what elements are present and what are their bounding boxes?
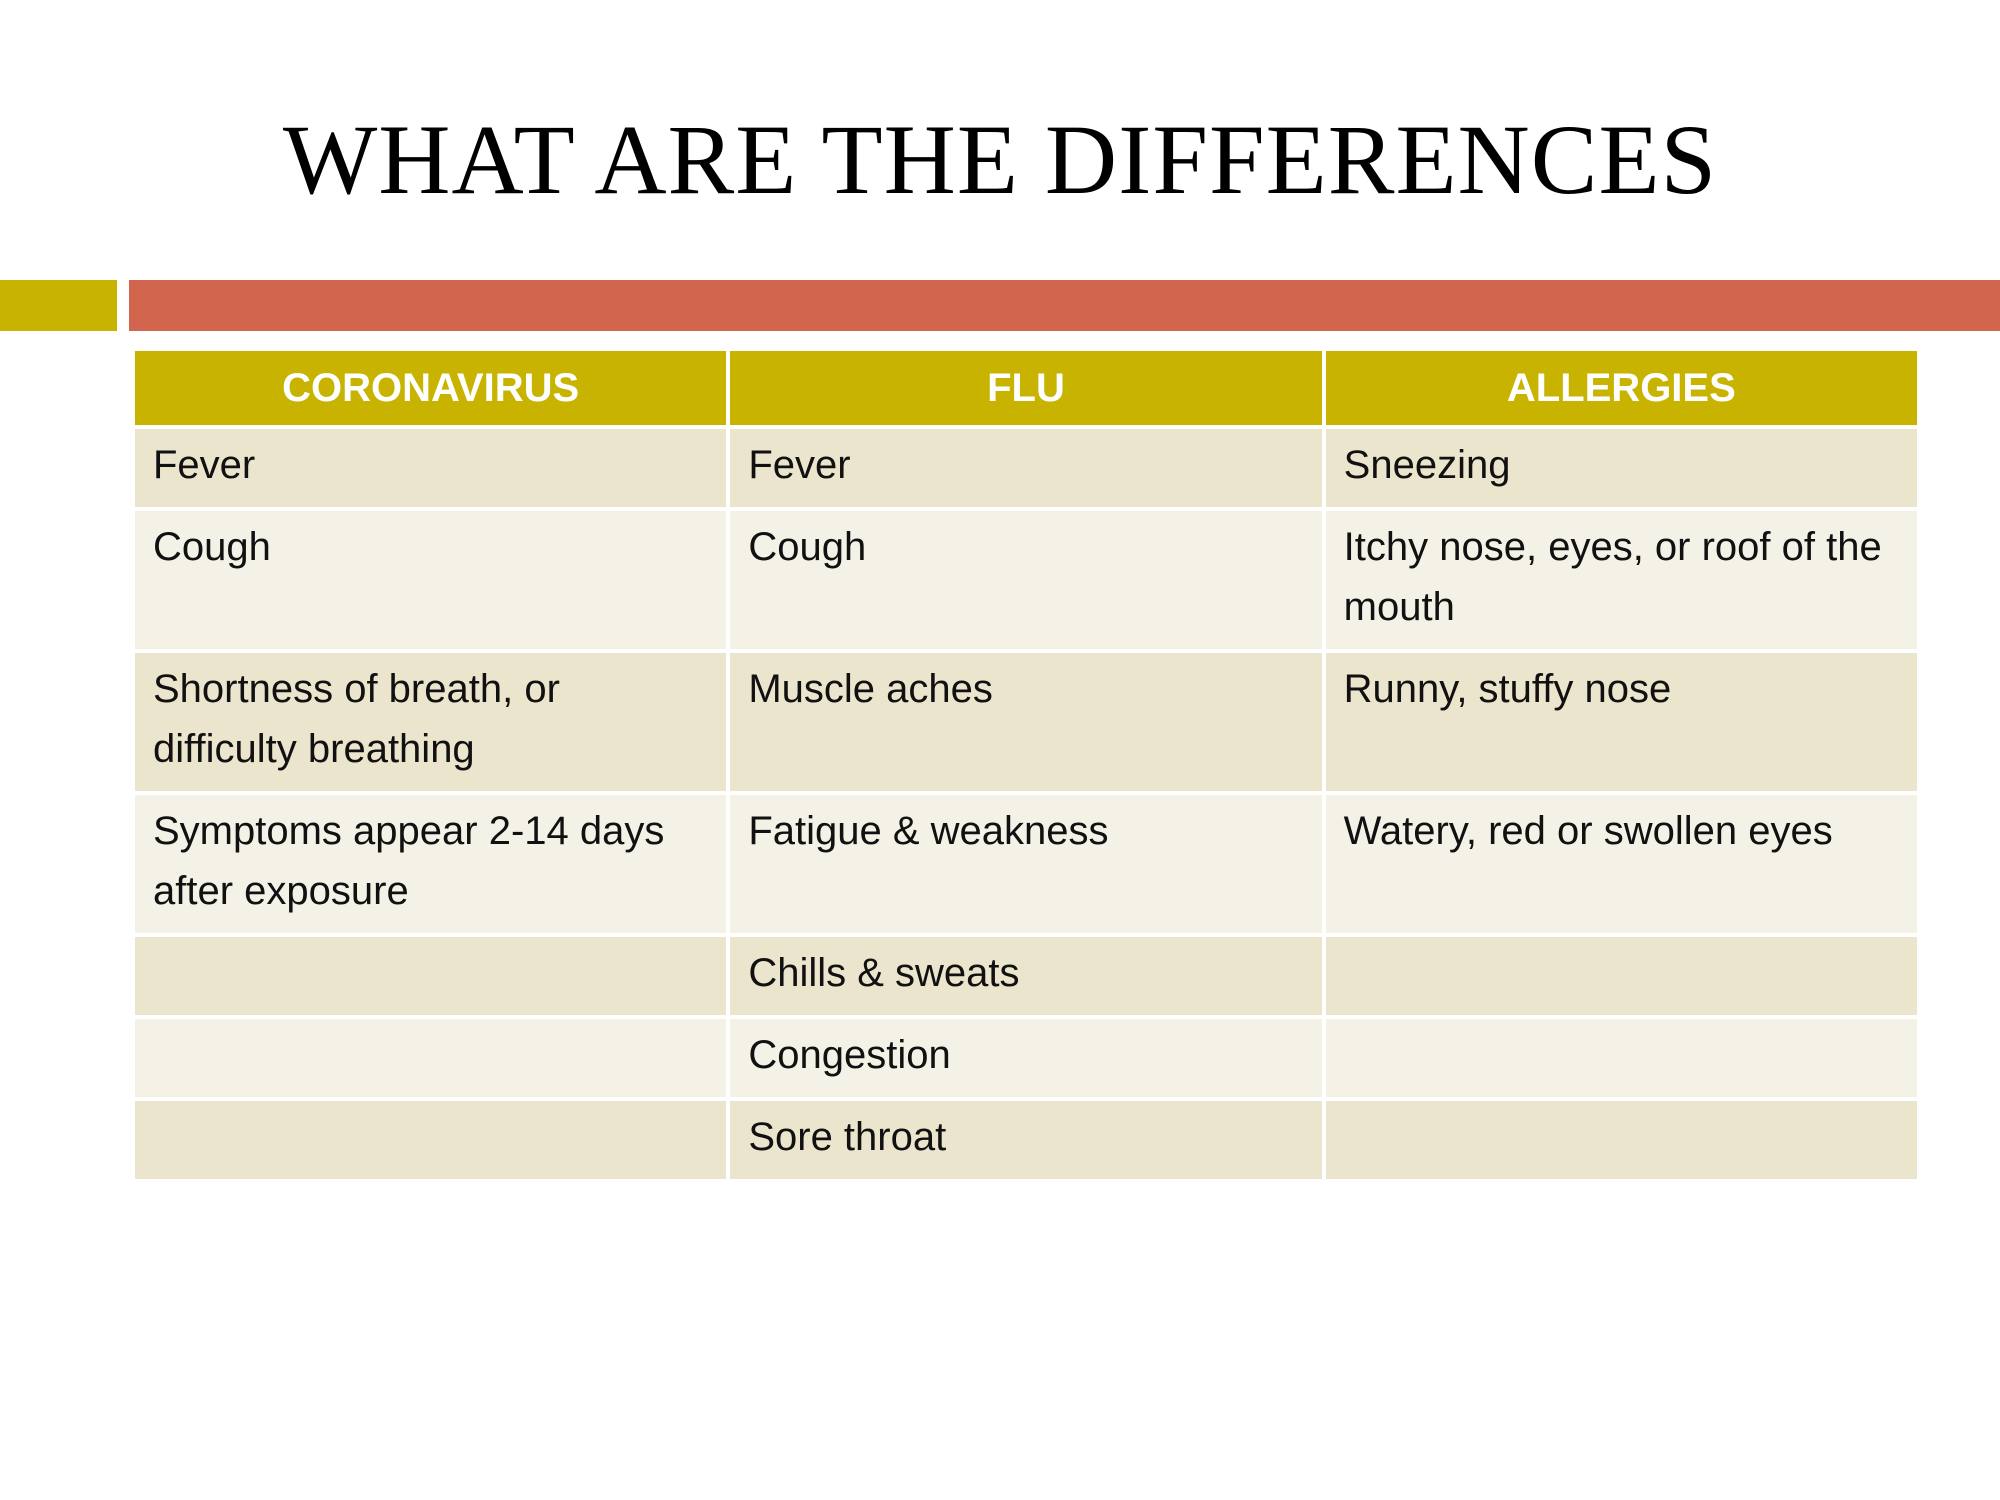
table-cell: Itchy nose, eyes, or roof of the mouth — [1326, 511, 1917, 649]
table-cell — [1326, 1101, 1917, 1179]
table-cell: Shortness of breath, or difficulty breathing — [135, 653, 726, 791]
table-cell: Cough — [730, 511, 1321, 649]
table-cell: Sore throat — [730, 1101, 1321, 1179]
table-cell: Fever — [135, 429, 726, 507]
table-cell: Runny, stuffy nose — [1326, 653, 1917, 791]
table-row — [135, 795, 1917, 933]
comparison-table-container — [135, 351, 1917, 1179]
table-row — [135, 653, 1917, 791]
table-cell — [1326, 1019, 1917, 1097]
table-cell: Cough — [135, 511, 726, 649]
table-cell: Symptoms appear 2-14 days after exposure — [135, 795, 726, 933]
table-cell — [135, 937, 726, 1015]
table-cell: Sneezing — [1326, 429, 1917, 507]
table-cell: Chills & sweats — [730, 937, 1321, 1015]
table-cell — [1326, 937, 1917, 1015]
header-flu: FLU — [730, 351, 1321, 425]
table-cell: Fever — [730, 429, 1321, 507]
table-cell: Congestion — [730, 1019, 1321, 1097]
table-row — [135, 937, 1917, 1015]
slide-title: WHAT ARE THE DIFFERENCES — [282, 104, 1718, 215]
table-header-row — [135, 351, 1917, 425]
table-row — [135, 1101, 1917, 1179]
header-allergies: ALLERGIES — [1326, 351, 1917, 425]
table-row — [135, 429, 1917, 507]
accent-bar-left — [0, 280, 117, 331]
header-coronavirus: CORONAVIRUS — [135, 351, 726, 425]
table-cell: Fatigue & weakness — [730, 795, 1321, 933]
table-row — [135, 511, 1917, 649]
table-cell: Watery, red or swollen eyes — [1326, 795, 1917, 933]
accent-bar-right — [129, 280, 2000, 331]
table-row — [135, 1019, 1917, 1097]
table-cell — [135, 1019, 726, 1097]
table-cell: Muscle aches — [730, 653, 1321, 791]
comparison-table — [131, 347, 1921, 1183]
table-cell — [135, 1101, 726, 1179]
